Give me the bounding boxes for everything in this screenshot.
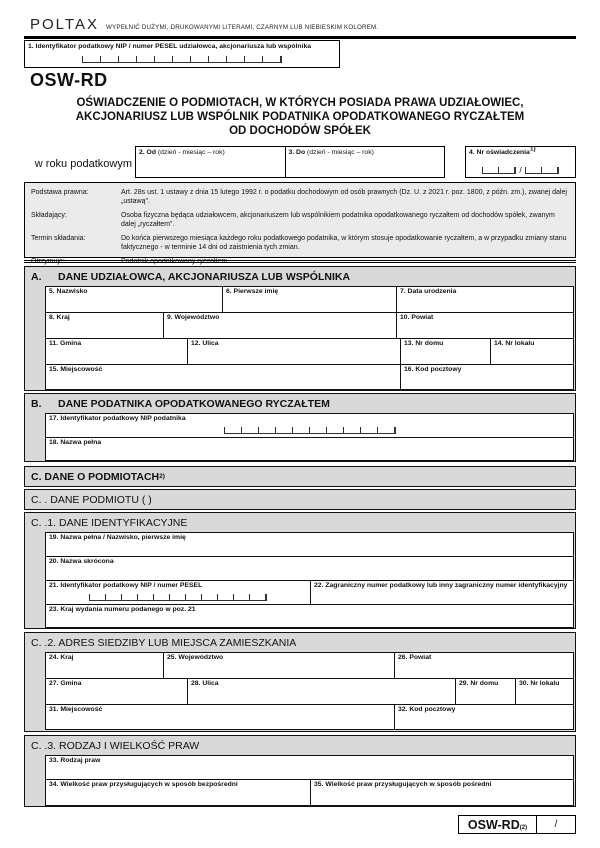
field-3-label-bold: 3. Do — [288, 149, 306, 156]
section-b-title: DANE PODATNIKA OPODATKOWANEGO RYCZAŁTEM — [58, 397, 330, 410]
field-14-nr-lokalu[interactable] — [490, 338, 574, 365]
field-10-label: 10. Powiat — [400, 314, 434, 321]
field-6-label: 6. Pierwsze imię — [226, 288, 279, 295]
field-17-label: 17. Identyfikator podatkowy NIP podatnika — [49, 415, 186, 422]
field-3-do-date[interactable] — [285, 146, 445, 178]
section-c1-title: C. .1. DANE IDENTYFIKACYJNE — [31, 516, 188, 529]
legal-label-termin: Termin składania: — [31, 235, 86, 242]
field-3-label — [286, 147, 444, 159]
field-2-label-rest: (dzień - miesiąc – rok) — [157, 149, 225, 156]
field-16-kod-pocztowy[interactable] — [400, 364, 574, 390]
section-a-title: DANE UDZIAŁOWCA, AKCJONARIUSZA LUB WSPÓLNIKA — [58, 270, 351, 283]
section-b — [24, 393, 576, 462]
field-35-wielkosc-posrednia[interactable] — [310, 779, 574, 806]
field-29-label: 29. Nr domu — [459, 680, 499, 687]
field-15-miejscowosc[interactable] — [45, 364, 401, 390]
field-23-label: 23. Kraj wydania numeru podanego w poz. 21 — [49, 606, 196, 613]
double-separator — [24, 260, 576, 263]
nip-pesel-ruler — [82, 56, 282, 63]
field-30-label: 30. Nr lokalu — [519, 680, 560, 687]
form-title-line3: OD DOCHODÓW SPÓŁEK — [229, 125, 371, 137]
field-30-nr-lokalu[interactable] — [515, 678, 574, 705]
field-31-miejscowosc[interactable] — [45, 704, 395, 730]
legal-label-podstawa: Podstawa prawna: — [31, 189, 89, 196]
field-25-wojewodztwo[interactable] — [163, 652, 395, 679]
field-21-nip-pesel[interactable] — [45, 580, 311, 605]
field-28-label: 28. Ulica — [191, 680, 219, 687]
field-8-label: 8. Kraj — [49, 314, 70, 321]
field-9-label: 9. Województwo — [167, 314, 220, 321]
section-c3-title: C. .3. RODZAJ I WIELKOŚĆ PRAW — [31, 739, 200, 752]
ruler-slash: / — [519, 166, 522, 175]
field-20-label: 20. Nazwa skrócona — [49, 558, 114, 565]
field-2-label — [136, 147, 285, 159]
section-b-header — [25, 394, 575, 413]
footer-form-code — [459, 816, 536, 833]
field-24-kraj[interactable] — [45, 652, 164, 679]
section-b-letter: B. — [31, 397, 42, 410]
field-17-nip-podatnika[interactable] — [45, 413, 574, 438]
field-27-label: 27. Gmina — [49, 680, 82, 687]
field-4-label — [466, 147, 575, 159]
field-22-label: 22. Zagraniczny numer podatkowy lub inny zagraniczny numer identyfikacyjny — [314, 582, 568, 589]
footer-page-slash: / — [554, 819, 558, 830]
field-19-nazwa-pelna-nazwisko[interactable] — [45, 532, 574, 557]
field-33-rodzaj-praw[interactable] — [45, 755, 574, 780]
section-c3 — [24, 735, 576, 807]
oswiadczenie-number-ruler — [466, 167, 575, 174]
ruler-segment — [525, 167, 559, 174]
field-33-label: 33. Rodzaj praw — [49, 757, 101, 764]
field-15-label: 15. Miejscowość — [49, 366, 103, 373]
field-12-label: 12. Ulica — [191, 340, 219, 347]
field-18-label: 18. Nazwa pełna — [49, 439, 102, 446]
field-24-label: 24. Kraj — [49, 654, 74, 661]
footer-page-indicator — [536, 816, 575, 833]
section-a-letter: A. — [31, 270, 42, 283]
field-4-label-text: 4. Nr oświadczenia — [469, 149, 530, 156]
section-c3-header — [25, 736, 575, 755]
field-32-kod-pocztowy[interactable] — [394, 704, 574, 730]
section-c2-header — [25, 633, 575, 652]
field-35-label: 35. Wielkość praw przysługujących w sposób pośredni — [314, 781, 492, 788]
field-21-label: 21. Identyfikator podatkowy NIP / numer PESEL — [49, 582, 203, 589]
poltax-logo: POLTAX — [30, 16, 99, 33]
field-9-wojewodztwo[interactable] — [163, 312, 397, 339]
legal-text-podstawa: Art. 28s ust. 1 ustawy z dnia 15 lutego 1992 r. o podatku dochodowym od osób prawnych (Dz. U. z 2021 r. poz. 1800, z późn. zm.), zwanej dalej „ustawą”. — [121, 189, 567, 205]
field-27-gmina[interactable] — [45, 678, 188, 705]
field-19-label: 19. Nazwa pełna / Nazwisko, pierwsze imię — [49, 534, 186, 541]
field-34-label: 34. Wielkość praw przysługujących w sposób bezpośredni — [49, 781, 238, 788]
field-29-nr-domu[interactable] — [455, 678, 516, 705]
ruler-segment — [482, 167, 516, 174]
field-18-nazwa-pelna[interactable] — [45, 437, 574, 461]
legal-label-skladajacy: Składający: — [31, 212, 67, 219]
fill-instruction: WYPEŁNIĆ DUŻYMI, DRUKOWANYMI LITERAMI, CZARNYM LUB NIEBIESKIM KOLOREM. — [106, 24, 379, 31]
field-20-nazwa-skrocona[interactable] — [45, 556, 574, 581]
footer-code-text: OSW-RD — [467, 817, 520, 832]
field-11-gmina[interactable] — [45, 338, 188, 365]
footer-form-code-box — [458, 815, 576, 834]
field-13-label: 13. Nr domu — [404, 340, 444, 347]
field-8-kraj[interactable] — [45, 312, 164, 339]
field-4-footnote-sup: 1) — [529, 145, 536, 153]
section-a — [24, 266, 576, 391]
nip-ruler — [224, 427, 396, 434]
field-32-label: 32. Kod pocztowy — [398, 706, 456, 713]
field-1-label: 1. Identyfikator podatkowy NIP / numer PESEL udziałowca, akcjonariusza lub wspólnika — [28, 43, 312, 50]
field-25-label: 25. Województwo — [167, 654, 224, 661]
field-6-pierwsze-imie[interactable] — [222, 286, 397, 313]
nip-pesel-ruler-21 — [89, 594, 267, 601]
section-c1-header — [25, 513, 575, 532]
field-26-powiat[interactable] — [394, 652, 574, 679]
field-3-label-rest: (dzień - miesiąc – rok) — [307, 149, 374, 156]
field-13-nr-domu[interactable] — [400, 338, 491, 365]
field-1-nip-pesel-udzialowca[interactable] — [24, 40, 340, 68]
field-5-nazwisko[interactable] — [45, 286, 223, 313]
legal-text-termin: Do końca pierwszego miesiąca każdego roku podatkowego podatnika, w którym stosuje opodatkowanie ryczałtem, a w przypadku zmiany stanu faktycznego - w terminie 14 dni od zaistnienia tych zmian. — [121, 235, 567, 251]
legal-label-otrzymuje: Otrzymuje: — [31, 258, 65, 265]
field-16-label: 16. Kod pocztowy — [404, 366, 462, 373]
field-11-label: 11. Gmina — [49, 340, 82, 347]
section-c-title: C. DANE O PODMIOTACH — [31, 470, 160, 483]
field-10-powiat[interactable] — [396, 312, 574, 339]
field-2-od-date[interactable] — [135, 146, 286, 178]
field-4-nr-oswiadczenia[interactable] — [465, 146, 576, 178]
footer-code-subscript: (2) — [519, 824, 528, 831]
field-31-label: 31. Miejscowość — [49, 706, 103, 713]
field-26-label: 26. Powiat — [398, 654, 432, 661]
field-2-label-bold: 2. Od — [139, 149, 156, 156]
form-title-line2: AKCJONARIUSZ LUB WSPÓLNIK PODATNIKA OPODATKOWANEGO RYCZAŁTEM — [75, 111, 525, 123]
section-c-header: C. DANE O PODMIOTACH 2) — [24, 466, 576, 487]
section-c1 — [24, 512, 576, 629]
section-c-podmiot-header — [24, 489, 576, 510]
field-12-ulica[interactable] — [187, 338, 401, 365]
field-22-zagraniczny-numer[interactable] — [310, 580, 574, 605]
legal-info-box — [24, 182, 576, 265]
form-title — [24, 96, 576, 138]
section-c2-title: C. .2. ADRES SIEDZIBY LUB MIEJSCA ZAMIESZKANIA — [31, 636, 297, 649]
form-title-line1: OŚWIADCZENIE O PODMIOTACH, W KTÓRYCH POSIADA PRAWA UDZIAŁOWIEC, — [76, 97, 524, 109]
field-34-wielkosc-bezposrednia[interactable] — [45, 779, 311, 806]
legal-text-otrzymuje: Podatnik opodatkowany ryczałtem. — [121, 258, 230, 265]
section-c-podmiot-title: C. . DANE PODMIOTU ( ) — [31, 493, 152, 506]
top-rule — [24, 36, 576, 39]
section-a-header — [25, 267, 575, 286]
section-c2 — [24, 632, 576, 732]
field-28-ulica[interactable] — [187, 678, 456, 705]
field-5-label: 5. Nazwisko — [49, 288, 88, 295]
field-7-label: 7. Data urodzenia — [400, 288, 457, 295]
field-23-kraj-wydania[interactable] — [45, 604, 574, 628]
field-14-label: 14. Nr lokalu — [494, 340, 535, 347]
tax-year-label: w roku podatkowym — [34, 158, 132, 170]
form-code: OSW-RD — [30, 70, 108, 90]
legal-text-skladajacy: Osoba fizyczna będąca udziałowcem, akcjonariuszem lub wspólnikiem podatnika opodatkowanego ryczałtem od dochodów spółek, zwanym dalej „ryczałtem”. — [121, 212, 555, 228]
field-7-data-urodzenia[interactable] — [396, 286, 574, 313]
